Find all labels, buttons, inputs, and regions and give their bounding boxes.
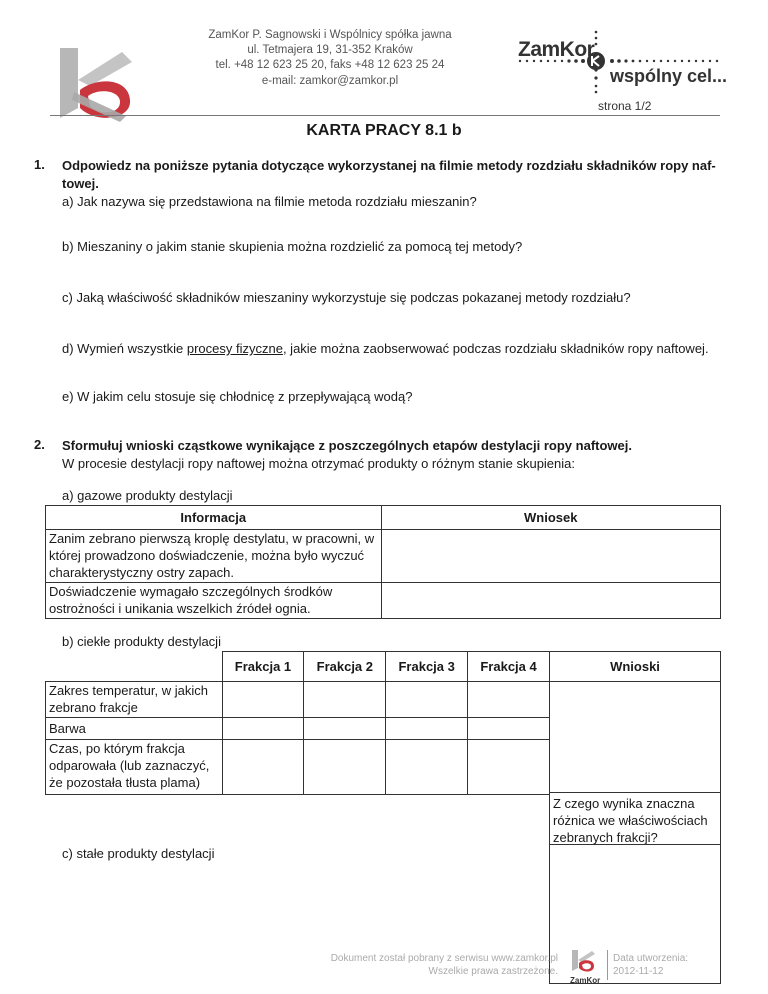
table-row-label-barwa: Barwa <box>46 718 223 740</box>
footer-brand: ZamKor <box>570 976 601 985</box>
footer-logo-icon <box>568 946 598 974</box>
zamkor-k-logo-icon <box>50 38 138 126</box>
table-row-info-1: Zanim zebrano pierwszą kroplę destylatu, w pracowni, w której prowadzono doświadczenie, można było wyczuć charakterystyczny ostry zapach. <box>46 530 382 583</box>
brand-name: ZamKor <box>518 38 595 61</box>
table-corner <box>46 652 223 682</box>
header-divider <box>50 115 720 116</box>
footer-source <box>330 952 558 978</box>
footer-line-2: Wszelkie prawa zastrzeżone. <box>428 966 558 977</box>
q1-d-post: , jakie można zaobserwować podczas rozdziału składników ropy naftowej. <box>282 341 709 356</box>
q1-number: 1. <box>34 157 45 172</box>
answer-cell[interactable] <box>304 718 386 740</box>
footer-date-value: 2012-11-12 <box>613 966 664 977</box>
q1-b: b) Mieszaniny o jakim stanie skupienia można rozdzielić za pomocą tej metody? <box>62 239 523 254</box>
answer-cell[interactable] <box>386 682 468 718</box>
q2-a-label: a) gazowe produkty destylacji <box>62 488 233 503</box>
q2-b-label: b) ciekłe produkty destylacji <box>62 634 221 649</box>
answer-cell-1[interactable] <box>381 530 720 583</box>
gas-products-table <box>45 505 721 619</box>
table-header-frakcja-2: Frakcja 2 <box>304 652 386 682</box>
q1-d-pre: d) Wymień wszystkie <box>62 341 187 356</box>
q2-intro: W procesie destylacji ropy naftowej można otrzymać produkty o różnym stanie skupienia: <box>62 456 575 471</box>
table-header-frakcja-1: Frakcja 1 <box>222 652 304 682</box>
wnioski-question: Z czego wynika znaczna różnica we właściwościach zebranych frakcji? <box>549 792 721 845</box>
page-number: strona 1/2 <box>598 99 652 113</box>
answer-cell-2[interactable] <box>381 583 720 619</box>
liquid-products-table <box>45 651 550 795</box>
company-phone: tel. +48 12 623 25 20, faks +48 12 623 25 24 <box>215 59 445 72</box>
footer-date-label: Data utworzenia: <box>613 953 689 964</box>
footer-date <box>613 952 688 978</box>
table-header-frakcja-4: Frakcja 4 <box>468 652 550 682</box>
table-header-wniosek: Wniosek <box>381 506 720 530</box>
q1-c: c) Jaką właściwość składników mieszaniny wykorzystuje się podczas pokazanej metody rozdziału? <box>62 290 631 305</box>
q1-e: e) W jakim celu stosuje się chłodnicę z przepływającą wodą? <box>62 389 413 404</box>
answer-cell[interactable] <box>222 682 304 718</box>
q2-c-label: c) stałe produkty destylacji <box>62 846 215 861</box>
q1-d-underlined: procesy fizyczne <box>186 341 283 356</box>
q1-a: a) Jak nazywa się przedstawiona na filmie metoda rozdziału mieszanin? <box>62 194 477 209</box>
answer-cell[interactable] <box>386 718 468 740</box>
table-header-informacja: Informacja <box>46 506 382 530</box>
footer-line-1: Dokument został pobrany z serwisu www.zamkor.pl <box>330 953 558 964</box>
answer-cell[interactable] <box>222 740 304 795</box>
company-email: e-mail: zamkor@zamkor.pl <box>261 74 399 87</box>
answer-cell[interactable] <box>468 740 550 795</box>
company-address <box>160 28 500 89</box>
q1-d <box>62 340 709 358</box>
table-row-info-2: Doświadczenie wymagało szczególnych środków ostrożności i unikania wszelkich źródeł ognia. <box>46 583 382 619</box>
answer-cell[interactable] <box>304 682 386 718</box>
company-street: ul. Tetmajera 19, 31-352 Kraków <box>247 44 413 57</box>
q2-number: 2. <box>34 437 45 452</box>
table-header-wnioski: Wnioski <box>549 651 721 682</box>
page-title: KARTA PRACY 8.1 b <box>306 122 462 139</box>
q1-text: Odpowiedz na poniższe pytania dotyczące wykorzystanej na filmie metody rozdziału składników ropy naf- <box>62 158 716 173</box>
answer-cell[interactable] <box>386 740 468 795</box>
answer-cell[interactable] <box>468 682 550 718</box>
table-row-label-czas: Czas, po którym frakcja odparowała (lub zaznaczyć, że pozostała tłusta plama) <box>46 740 223 795</box>
footer-divider <box>607 950 608 980</box>
table-header-frakcja-3: Frakcja 3 <box>386 652 468 682</box>
brand-slogan: wspólny cel... <box>610 66 728 86</box>
q2-text: Sformułuj wnioski cząstkowe wynikające z poszczególnych etapów destylacji ropy naftowej. <box>62 438 632 453</box>
q1-text-cont: towej. <box>62 176 99 191</box>
answer-cell[interactable] <box>468 718 550 740</box>
answer-cell[interactable] <box>304 740 386 795</box>
answer-cell[interactable] <box>222 718 304 740</box>
company-name: ZamKor P. Sagnowski i Wspólnicy spółka jawna <box>208 29 452 41</box>
table-row-label-temp: Zakres temperatur, w jakich zebrano frakcje <box>46 682 223 718</box>
